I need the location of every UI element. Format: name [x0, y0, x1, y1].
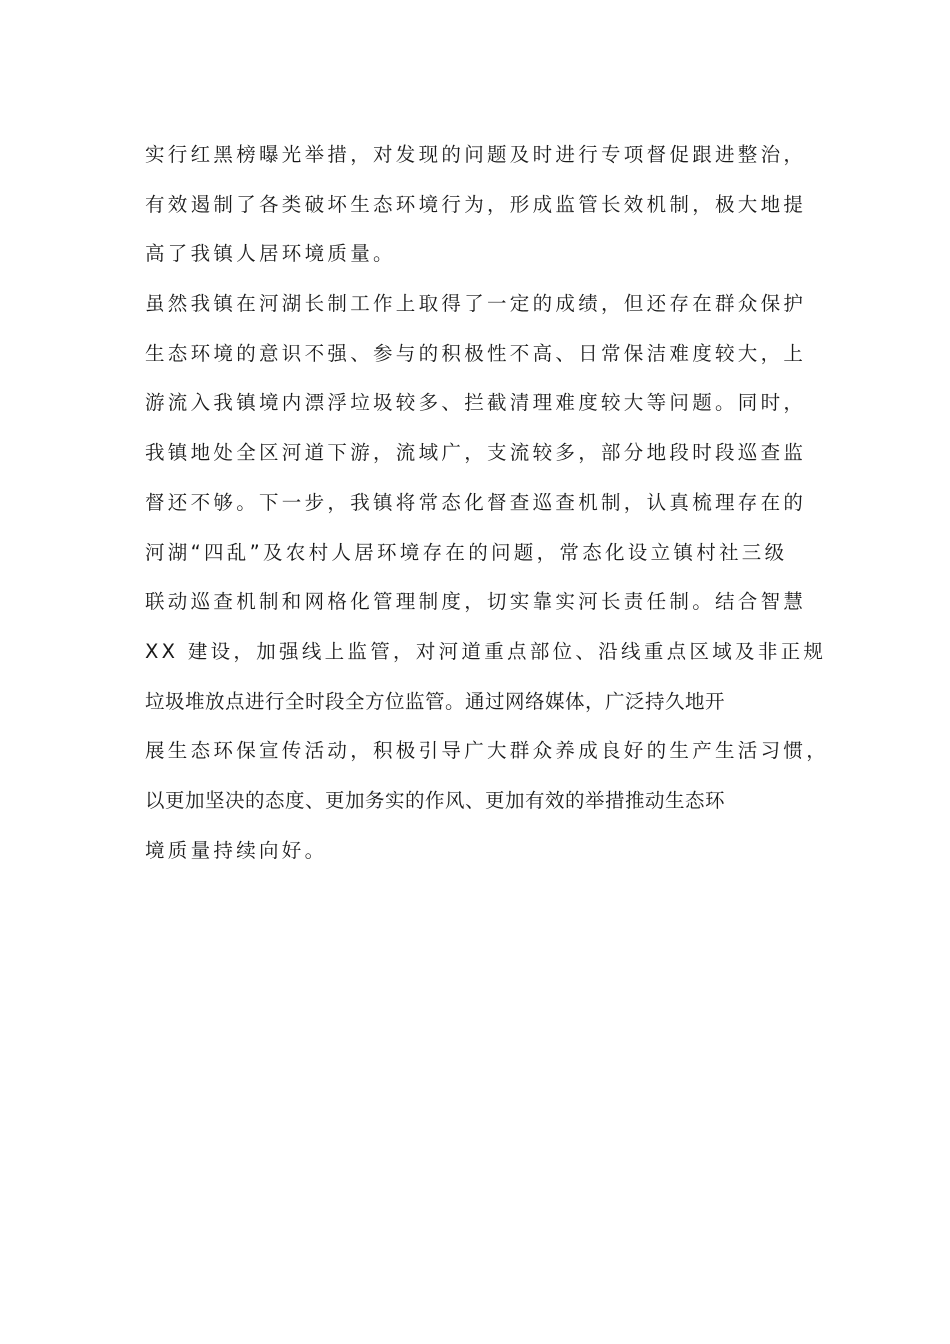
paragraph-line: 垃圾堆放点进行全时段全方位监管。通过网络媒体，广泛持久地开 [145, 689, 726, 713]
paragraph-line: 生态环境的意识不强、参与的积极性不高、日常保洁难度较大，上 [145, 341, 807, 365]
document-body [145, 130, 830, 925]
paragraph-1 [145, 130, 825, 279]
paragraph-line [145, 875, 825, 925]
paragraph-line: 游流入我镇境内漂浮垃圾较多、拦截清理难度较大等问题。同时， [145, 391, 807, 415]
paragraph-line: 督还不够。下一步，我镇将常态化督查巡查机制，认真梳理存在的 [145, 490, 807, 514]
paragraph-line: 境质量持续向好。 [145, 838, 328, 862]
paragraph-line: 以更加坚决的态度、更加务实的作风、更加有效的举措推动生态环 [145, 788, 726, 812]
paragraph-line: 我镇地处全区河道下游，流域广，支流较多，部分地段时段巡查监 [145, 441, 807, 465]
paragraph-line: 高了我镇人居环境质量。 [145, 242, 396, 266]
paragraph-line: 实行红黑榜曝光举措，对发现的问题及时进行专项督促跟进整治， [145, 143, 807, 166]
paragraph-line: XX 建设，加强线上监管，对河道重点部位、沿线重点区域及非正规 [145, 639, 827, 663]
paragraph-line: 虽然我镇在河湖长制工作上取得了一定的成绩，但还存在群众保护 [145, 292, 807, 316]
paragraph-line: 河湖“四乱”及农村人居环境存在的问题，常态化设立镇村社三级 [145, 540, 788, 564]
paragraph-line: 联动巡查机制和网格化管理制度，切实靠实河长责任制。结合智慧 [145, 590, 807, 614]
paragraph-2 [145, 279, 830, 925]
paragraph-line: 有效遏制了各类破坏生态环境行为，形成监管长效机制，极大地提 [145, 192, 807, 216]
paragraph-line: 展生态环保宣传活动，积极引导广大群众养成良好的生产生活习惯， [145, 739, 830, 763]
